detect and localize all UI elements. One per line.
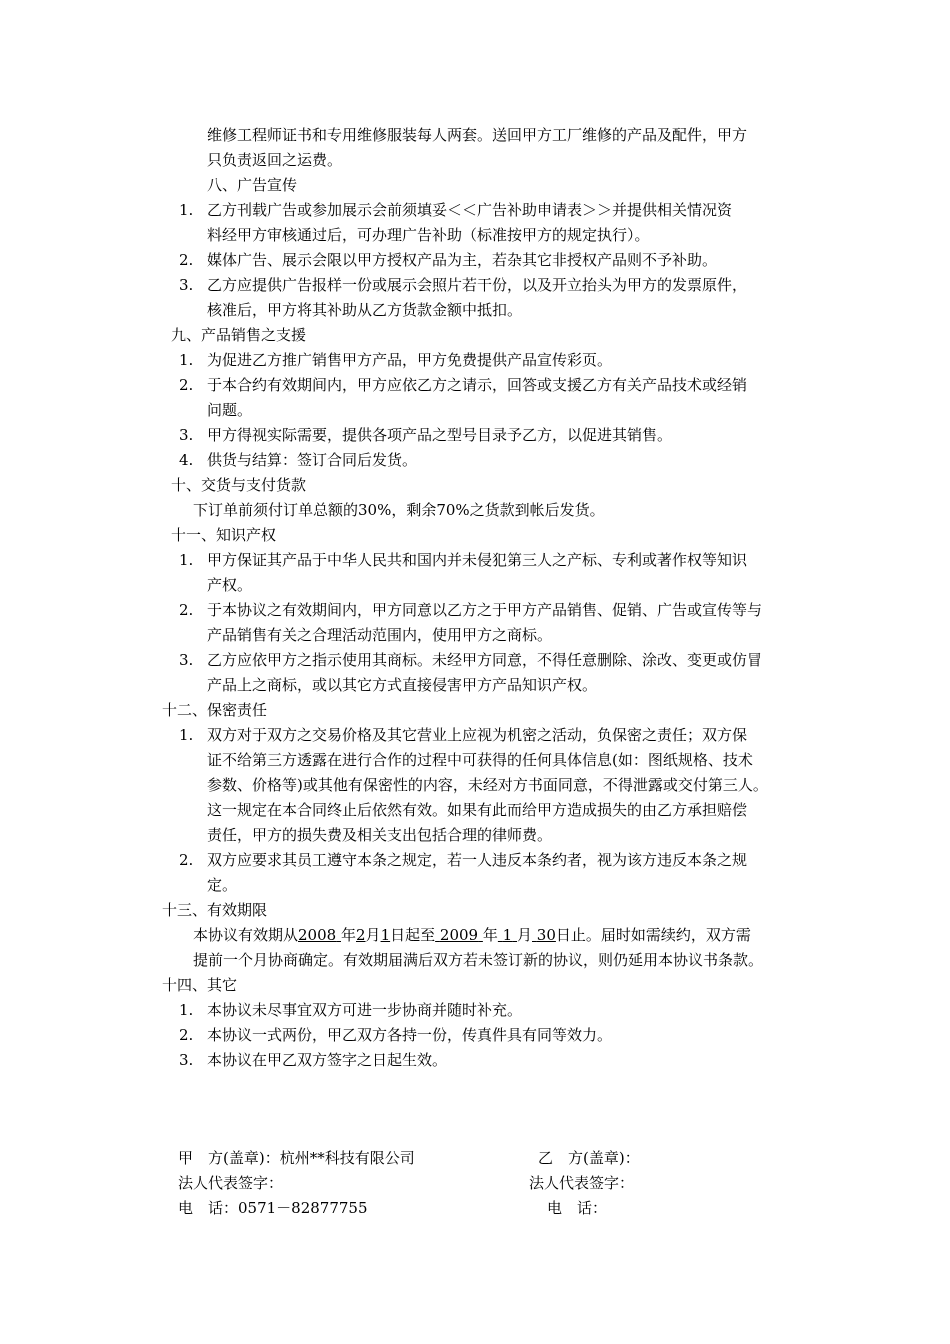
s14-item-2-number: 2.	[179, 1026, 194, 1044]
s9-item-3-number: 3.	[179, 426, 194, 444]
party-a-representative: 法人代表签字：	[178, 1174, 284, 1192]
s12-item-1-line-1: 双方对于双方之交易价格及其它营业上应视为机密之活动，负保密之责任；双方保	[207, 726, 748, 744]
s9-item-1-line-1: 为促进乙方推广销售甲方产品，甲方免费提供产品宣传彩页。	[207, 351, 613, 369]
s13-validity-prefix: 本协议有效期从	[193, 926, 299, 944]
s12-item-2-number: 2.	[179, 851, 194, 869]
s12-item-1-line-3: 参数、价格等)或其他有保密性的内容，未经对方书面同意，不得泄露或交付第三人。	[207, 776, 768, 794]
s11-item-1-line-2: 产权。	[207, 576, 253, 594]
s13-month-label-1: 月	[365, 926, 381, 944]
s8-item-1-line-1: 乙方刊载广告或参加展示会前须填妥＜＜广告补助申请表＞＞并提供相关情况资	[207, 201, 733, 219]
s11-item-2-number: 2.	[179, 601, 194, 619]
s8-item-1-number: 1.	[179, 201, 194, 219]
section-11-heading: 十一、知识产权	[171, 526, 277, 544]
section-8-heading: 八、广告宣传	[207, 176, 298, 194]
s14-item-3-line-1: 本协议在甲乙双方签字之日起生效。	[207, 1051, 448, 1069]
s11-item-2-line-2: 产品销售有关之合理活动范围内，使用甲方之商标。	[207, 626, 553, 644]
s11-item-2-line-1: 于本协议之有效期间内，甲方同意以乙方之于甲方产品销售、促销、广告或宣传等与	[207, 601, 763, 619]
party-b-phone: 电 话：	[547, 1199, 608, 1217]
s12-item-1-line-5: 责任，甲方的损失费及相关支出包括合理的律师费。	[207, 826, 553, 844]
party-a-seal: 甲 方(盖章)：杭州**科技有限公司	[178, 1149, 415, 1167]
s7-cont-line-2: 只负责返回之运费。	[207, 151, 343, 169]
section-9-heading: 九、产品销售之支援	[171, 326, 307, 344]
party-b-seal: 乙 方(盖章)：	[538, 1149, 640, 1167]
s8-item-2-number: 2.	[179, 251, 194, 269]
s8-item-3-line-2: 核准后，甲方将其补助从乙方货款金额中抵扣。	[207, 301, 523, 319]
s8-item-3-line-1: 乙方应提供广告报样一份或展示会照片若干份，以及开立抬头为甲方的发票原件，	[207, 276, 748, 294]
s12-item-1-number: 1.	[179, 726, 194, 744]
s12-item-2-line-2: 定。	[207, 876, 238, 894]
s12-item-2-line-1: 双方应要求其员工遵守本条之规定，若一人违反本条约者，视为该方违反本条之规	[207, 851, 748, 869]
s8-item-3-number: 3.	[179, 276, 194, 294]
s13-start-month: 2	[356, 926, 366, 944]
party-b-representative: 法人代表签字：	[529, 1174, 635, 1192]
s14-item-1-number: 1.	[179, 1001, 194, 1019]
s13-month-label-2: 月	[517, 926, 533, 944]
s11-item-3-line-1: 乙方应依甲方之指示使用其商标。未经甲方同意，不得任意删除、涂改、变更或仿冒	[207, 651, 763, 669]
s13-end-day: 30	[536, 926, 556, 944]
s11-item-1-number: 1.	[179, 551, 194, 569]
s9-item-4-line-1: 供货与结算：签订合同后发货。	[207, 451, 418, 469]
section-12-heading: 十二、保密责任	[162, 701, 268, 719]
s9-item-3-line-1: 甲方得视实际需要，提供各项产品之型号目录予乙方，以促进其销售。	[207, 426, 673, 444]
s13-validity-line-2: 提前一个月协商确定。有效期届满后双方若未签订新的协议，则仍延用本协议书条款。	[193, 951, 764, 969]
s11-item-3-number: 3.	[179, 651, 194, 669]
section-10-heading: 十、交货与支付货款	[171, 476, 307, 494]
s14-item-1-line-1: 本协议未尽事宜双方可进一步协商并随时补充。	[207, 1001, 523, 1019]
s13-day-label-1: 日起至	[390, 926, 436, 944]
section-14-heading: 十四、其它	[162, 976, 238, 994]
s7-cont-line-1: 维修工程师证书和专用维修服装每人两套。送回甲方工厂维修的产品及配件，甲方	[207, 126, 748, 144]
s13-year-label-1: 年	[340, 926, 356, 944]
s12-item-1-line-2: 证不给第三方透露在进行合作的过程中可获得的任何具体信息(如：图纸规格、技术	[207, 751, 753, 769]
s9-item-1-number: 1.	[179, 351, 194, 369]
s14-item-2-line-1: 本协议一式两份，甲乙双方各持一份，传真件具有同等效力。	[207, 1026, 613, 1044]
s8-item-1-line-2: 料经甲方审核通过后，可办理广告补助（标准按甲方的规定执行）。	[207, 226, 650, 244]
section-13-heading: 十三、有效期限	[162, 901, 268, 919]
s12-item-1-line-4: 这一规定在本合同终止后依然有效。如果有此而给甲方造成损失的由乙方承担赔偿	[207, 801, 748, 819]
s9-item-2-number: 2.	[179, 376, 194, 394]
s9-item-4-number: 4.	[179, 451, 194, 469]
s9-item-2-line-2: 问题。	[207, 401, 253, 419]
s13-end-month: 1	[502, 926, 513, 944]
s13-year-label-2: 年	[482, 926, 498, 944]
s13-validity-line-1	[193, 923, 751, 948]
s9-item-2-line-1: 于本合约有效期间内，甲方应依乙方之请示，回答或支援乙方有关产品技术或经销	[207, 376, 748, 394]
s11-item-1-line-1: 甲方保证其产品于中华人民共和国内并未侵犯第三人之产标、专利或著作权等知识	[207, 551, 748, 569]
s11-item-3-line-2: 产品上之商标，或以其它方式直接侵害甲方产品知识产权。	[207, 676, 598, 694]
s10-text: 下订单前须付订单总额的30%，剩余70%之货款到帐后发货。	[193, 501, 605, 519]
s13-validity-suffix: 日止。届时如需续约，双方需	[555, 926, 751, 944]
s13-end-year: 2009	[439, 926, 479, 944]
s14-item-3-number: 3.	[179, 1051, 194, 1069]
party-a-phone: 电 话：0571－82877755	[178, 1199, 368, 1217]
s8-item-2-line-1: 媒体广告、展示会限以甲方授权产品为主，若杂其它非授权产品则不予补助。	[207, 251, 718, 269]
s13-start-day: 1	[380, 926, 391, 944]
s13-start-year: 2008	[298, 926, 337, 944]
